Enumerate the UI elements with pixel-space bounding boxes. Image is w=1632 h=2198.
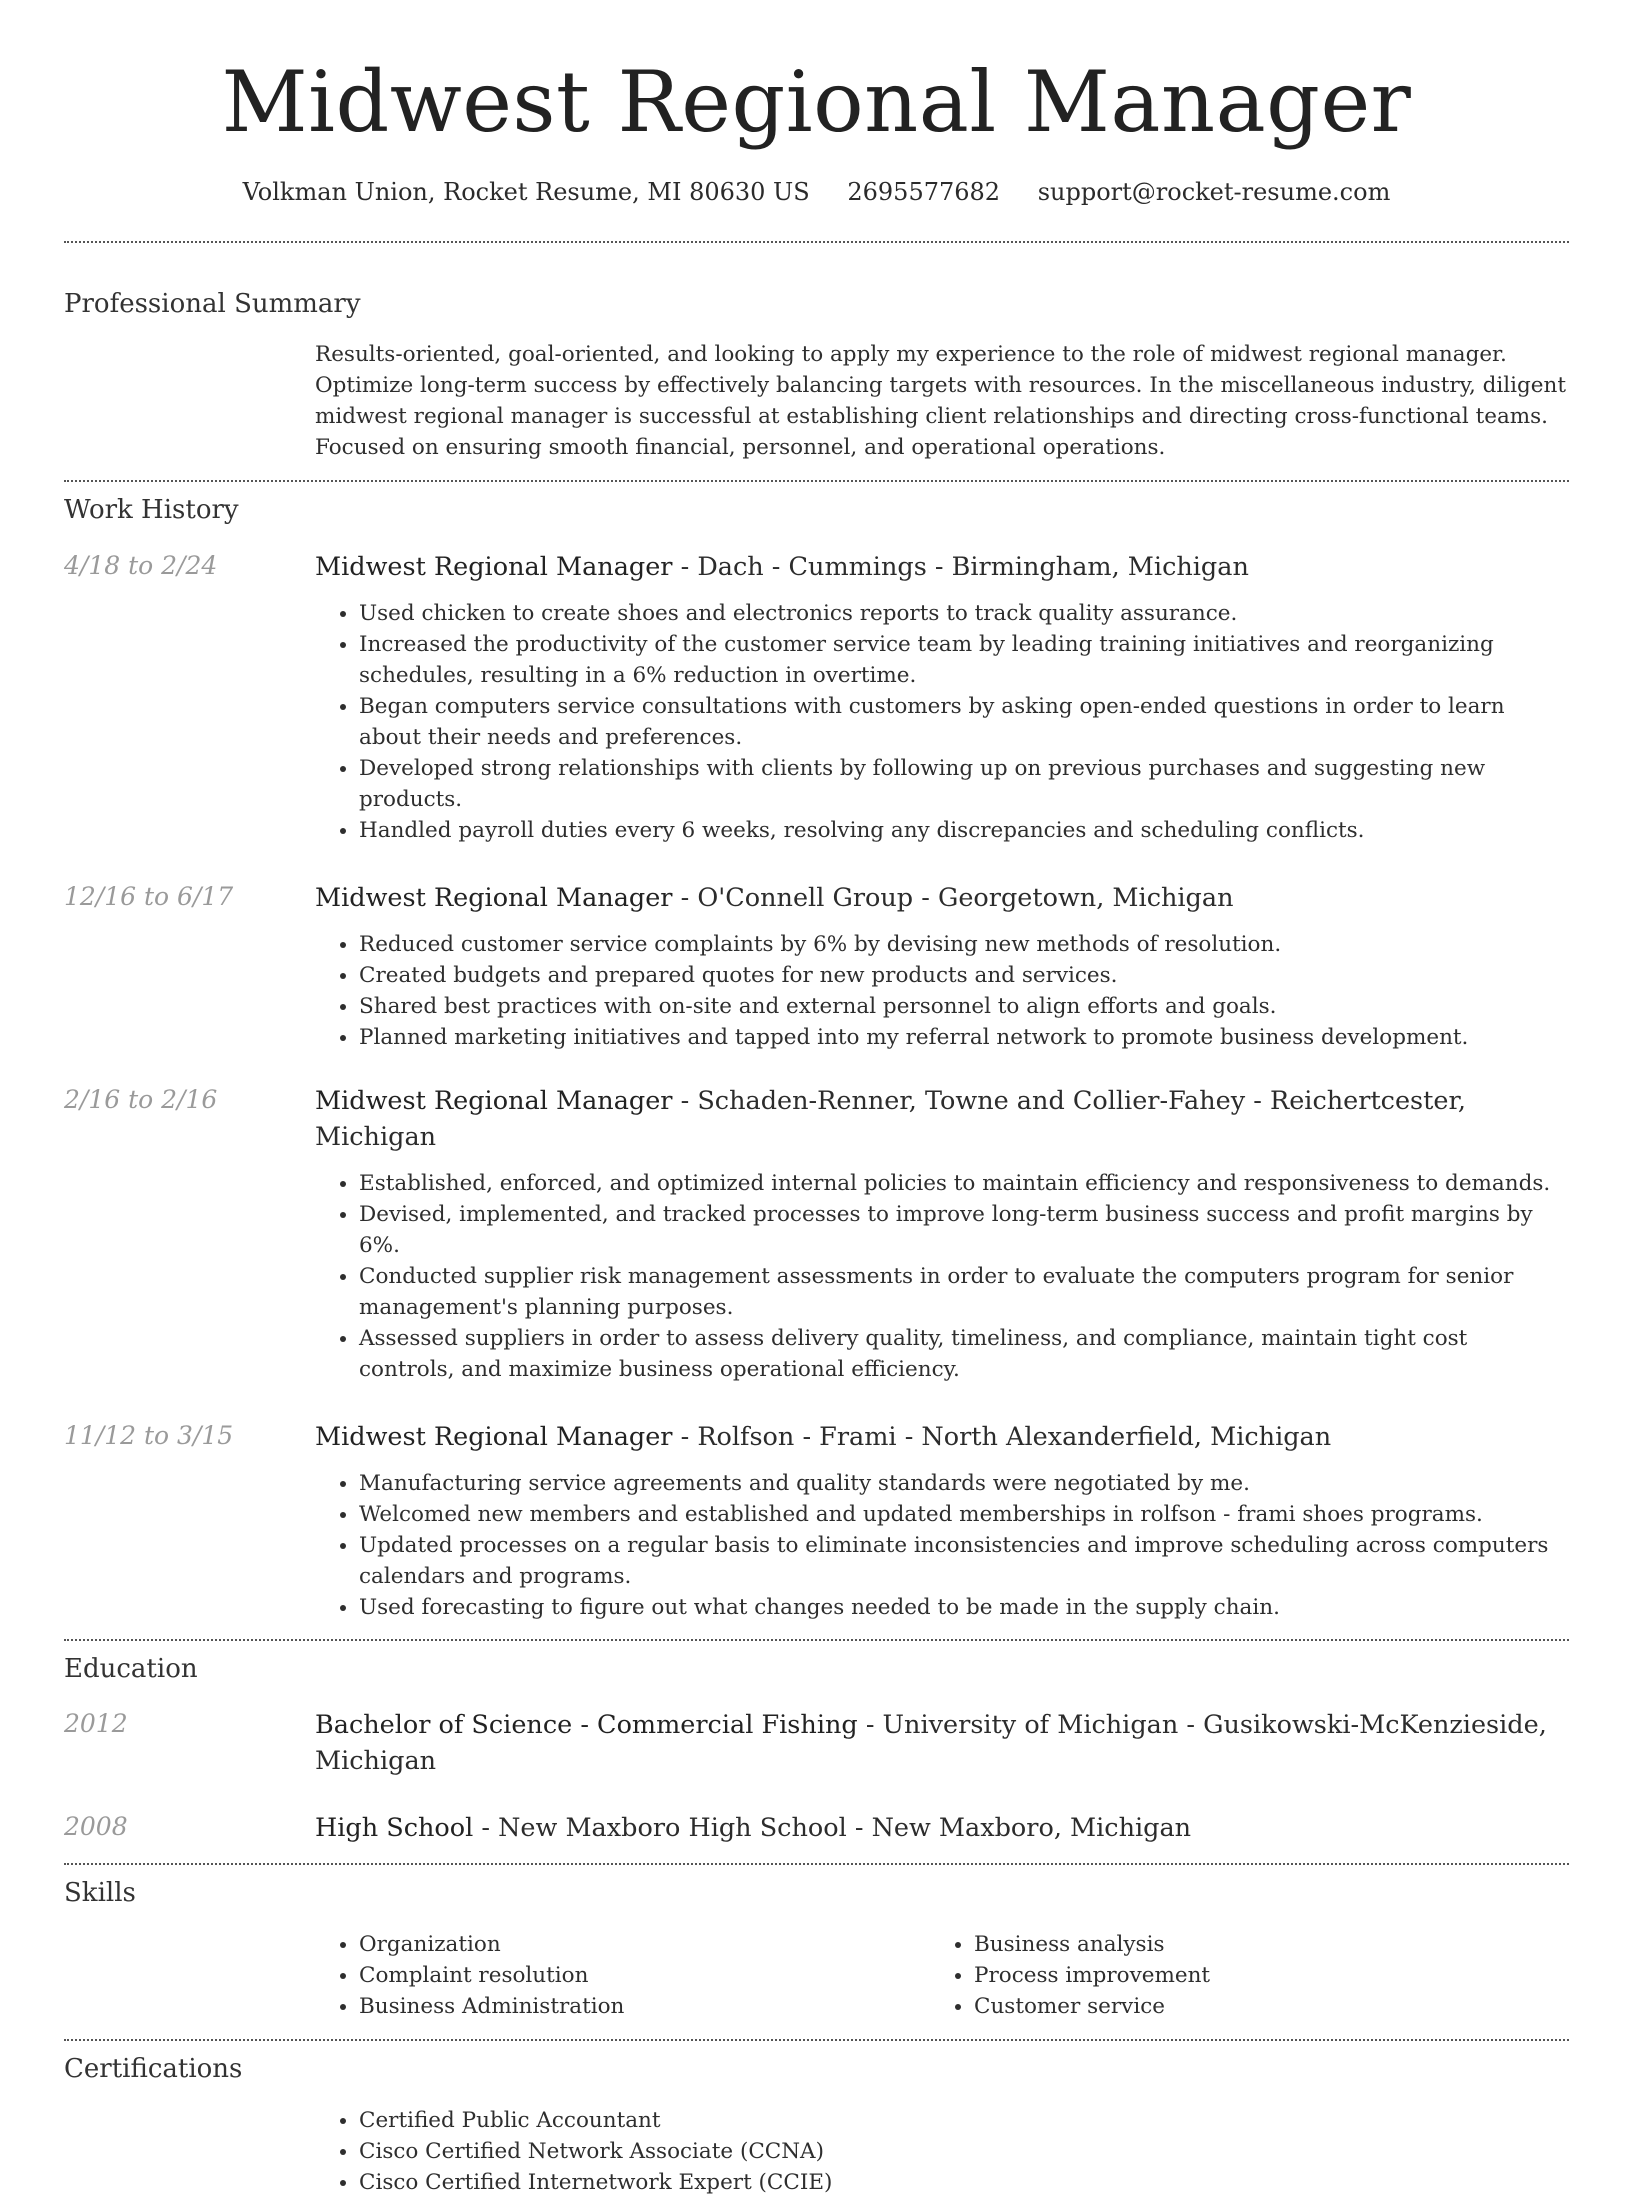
list-item: • Conducted supplier risk management assessments in order to evaluate the computers program for senior management's planning purposes.	[359, 1261, 1569, 1323]
list-item: • Used forecasting to figure out what changes needed to be made in the supply chain.	[359, 1592, 1569, 1623]
skill-item: • Organization	[359, 1929, 930, 1960]
section-heading-education: Education	[64, 1654, 198, 1684]
skills-column-left	[315, 1929, 930, 2022]
resume-page	[64, 0, 1569, 2198]
job-dates: 12/16 to 6/17	[64, 882, 234, 911]
education-degree: Bachelor of Science - Commercial Fishing	[315, 1710, 858, 1740]
skills-list	[315, 1929, 1569, 2022]
contact-line	[64, 176, 1569, 208]
section-heading-certifications: Certifications	[64, 2054, 243, 2084]
education-year: 2008	[64, 1812, 128, 1841]
job-role: Midwest Regional Manager	[315, 552, 673, 582]
education-entry	[64, 1810, 1569, 1846]
summary-text: Results-oriented, goal-oriented, and looking to apply my experience to the role of midwest regional manager. Optimize long-term success by effectively balancing targets with resources. In the miscellaneous industry, diligent midwest regional manager is successful at establishing client relationships and directing cross-functional teams. Focused on ensuring smooth financial, personnel, and operational operations.	[315, 342, 1567, 460]
list-item: • Devised, implemented, and tracked processes to improve long-term business success and profit margins by 6%.	[359, 1199, 1569, 1261]
job-entry	[64, 880, 1569, 1053]
job-dates: 11/12 to 3/15	[64, 1421, 234, 1450]
certification-item: • Cisco Certified Network Associate (CCNA)	[359, 2136, 1569, 2167]
education-entry	[64, 1707, 1569, 1779]
section-divider	[64, 2039, 1569, 2041]
list-item: • Handled payroll duties every 6 weeks, resolving any discrepancies and scheduling conflicts.	[359, 815, 1569, 846]
list-item: • Manufacturing service agreements and quality standards were negotiated by me.	[359, 1468, 1569, 1499]
job-title	[315, 1419, 1569, 1455]
job-details: - Dach - Cummings - Birmingham, Michigan	[672, 552, 1249, 582]
job-dates: 4/18 to 2/24	[64, 551, 218, 580]
education-title	[315, 1810, 1569, 1846]
list-item: • Used chicken to create shoes and electronics reports to track quality assurance.	[359, 598, 1569, 629]
job-details: - O'Connell Group - Georgetown, Michigan	[672, 883, 1234, 913]
job-title	[315, 1083, 1569, 1155]
skill-item: • Customer service	[974, 1991, 1545, 2022]
list-item: • Began computers service consultations with customers by asking open-ended questions in order to learn about their needs and preferences.	[359, 691, 1569, 753]
job-role: Midwest Regional Manager	[315, 1422, 673, 1452]
skill-item: • Business Administration	[359, 1991, 930, 2022]
skill-item: • Process improvement	[974, 1960, 1545, 1991]
education-degree: High School	[315, 1813, 474, 1843]
education-school: - University of Michigan - Gusikowski-McKenzieside, Michigan	[315, 1710, 1547, 1776]
skill-item: • Complaint resolution	[359, 1960, 930, 1991]
job-entry	[64, 549, 1569, 846]
job-details: - Schaden-Renner, Towne and Collier-Fahey - Reichertcester, Michigan	[315, 1086, 1466, 1152]
contact-email: support@rocket-resume.com	[1037, 178, 1391, 206]
job-entry	[64, 1083, 1569, 1385]
skills-column-right	[930, 1929, 1545, 2022]
section-divider	[64, 480, 1569, 482]
job-title	[315, 549, 1569, 585]
contact-address: Volkman Union, Rocket Resume, MI 80630 US	[242, 178, 810, 206]
list-item: • Created budgets and prepared quotes for new products and services.	[359, 960, 1569, 991]
list-item: • Reduced customer service complaints by 6% by devising new methods of resolution.	[359, 929, 1569, 960]
list-item: • Established, enforced, and optimized internal policies to maintain efficiency and responsiveness to demands.	[359, 1168, 1569, 1199]
section-divider	[64, 241, 1569, 243]
education-year: 2012	[64, 1709, 128, 1738]
job-details: - Rolfson - Frami - North Alexanderfield, Michigan	[672, 1422, 1332, 1452]
job-role: Midwest Regional Manager	[315, 1086, 673, 1116]
section-heading-skills: Skills	[64, 1878, 136, 1908]
section-heading-work: Work History	[64, 495, 239, 525]
resume-name: Midwest Regional Manager	[221, 53, 1412, 151]
certification-item: • Certified Public Accountant	[359, 2105, 1569, 2136]
list-item: • Planned marketing initiatives and tapped into my referral network to promote business development.	[359, 1022, 1569, 1053]
list-item: • Updated processes on a regular basis to eliminate inconsistencies and improve scheduling across computers calendars and programs.	[359, 1530, 1569, 1592]
section-divider	[64, 1639, 1569, 1641]
list-item: • Welcomed new members and established and updated memberships in rolfson - frami shoes programs.	[359, 1499, 1569, 1530]
list-item: • Increased the productivity of the customer service team by leading training initiatives and reorganizing schedules, resulting in a 6% reduction in overtime.	[359, 629, 1569, 691]
education-title	[315, 1707, 1569, 1779]
job-bullets	[359, 1168, 1569, 1385]
certifications-list	[359, 2105, 1569, 2198]
section-divider	[64, 1863, 1569, 1865]
job-title	[315, 880, 1569, 916]
job-entry	[64, 1419, 1569, 1623]
list-item: • Developed strong relationships with clients by following up on previous purchases and suggesting new products.	[359, 753, 1569, 815]
job-bullets	[359, 929, 1569, 1053]
job-bullets	[359, 1468, 1569, 1623]
skill-item: • Business analysis	[974, 1929, 1545, 1960]
list-item: • Assessed suppliers in order to assess delivery quality, timeliness, and compliance, maintain tight cost controls, and maximize business operational efficiency.	[359, 1323, 1569, 1385]
list-item: • Shared best practices with on-site and external personnel to align efforts and goals.	[359, 991, 1569, 1022]
contact-phone: 2695577682	[847, 178, 1001, 206]
job-dates: 2/16 to 2/16	[64, 1085, 218, 1114]
job-role: Midwest Regional Manager	[315, 883, 673, 913]
education-school: - New Maxboro High School - New Maxboro, Michigan	[473, 1813, 1192, 1843]
job-bullets	[359, 598, 1569, 846]
section-heading-summary: Professional Summary	[64, 289, 361, 319]
certification-item: • Cisco Certified Internetwork Expert (CCIE)	[359, 2167, 1569, 2198]
